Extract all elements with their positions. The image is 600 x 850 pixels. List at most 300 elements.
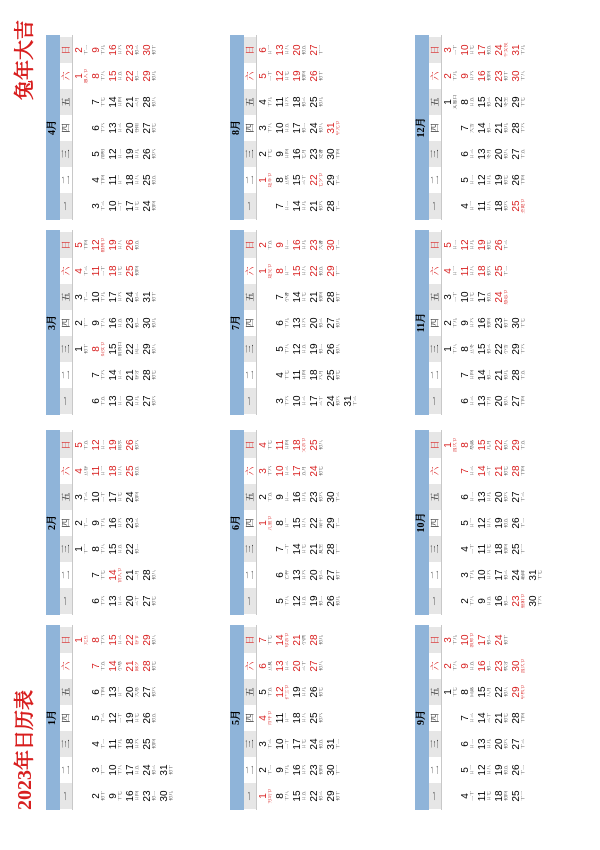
day-number: 20 [309,317,320,329]
day-number: 4 [443,268,454,274]
day-cell [326,731,343,757]
day-number: 2 [74,47,85,53]
day-cell [258,757,275,783]
day-number: 27 [309,660,320,672]
day-number: 22 [494,686,505,698]
lunar-label: 廿一 [470,765,475,776]
lunar-label: 三十 [487,713,492,724]
day-cell [125,258,142,284]
month-block [415,35,547,220]
weekday-label: 四 [245,123,255,133]
day-number: 28 [511,369,522,381]
day-cell [275,362,292,388]
day-number: 28 [142,96,153,108]
day-number: 25 [326,369,337,381]
day-number: 5 [460,767,471,773]
lunar-label: 十八 [453,661,458,672]
day-number: 15 [108,70,119,82]
day-number: 11 [108,174,119,186]
day-cell [91,484,108,510]
weekday-label: 一 [60,388,72,414]
day-cell [494,37,511,63]
day-cell [477,510,494,536]
lunar-label: 十五 [268,492,273,503]
day-cell [142,89,159,115]
day-number: 3 [91,203,102,209]
weekday-label: 六 [61,466,71,476]
weekday-label: 五 [60,484,72,510]
day-cell [494,783,511,809]
day-cell [91,731,108,757]
lunar-label: 二十 [285,544,290,555]
lunar-label: 廿五 [470,97,475,108]
day-number: 4 [91,741,102,747]
month-title: 1月 [46,625,60,810]
weekday-label: 四 [245,713,255,723]
day-cell [460,336,477,362]
day-cell [125,627,142,653]
day-number: 31 [343,395,354,407]
day-cell [477,193,494,219]
day-cell [292,653,309,679]
day-number: 25 [142,738,153,750]
day-cell [326,284,343,310]
day-cell [258,679,275,705]
day-cell [125,484,142,510]
day-number: 10 [460,44,471,56]
weekday-label: 六 [245,266,255,276]
day-number: 25 [511,200,522,212]
weekday-header [429,625,442,810]
lunar-label: 青年节 [268,710,273,726]
day-cell [125,757,142,783]
day-number: 31 [528,569,539,581]
day-number: 16 [108,44,119,56]
weekday-label: 二 [245,370,255,380]
day-cell [309,258,326,284]
day-number: 13 [292,569,303,581]
day-cell [74,536,91,562]
day-cell [91,63,108,89]
day-number: 7 [91,663,102,669]
day-cell [275,63,292,89]
day-cell [125,232,142,258]
day-number: 7 [275,294,286,300]
lunar-label: 十六 [521,123,526,134]
lunar-label: 春节 [135,635,140,646]
day-number: 3 [91,767,102,773]
lunar-label: 初七 [319,466,324,477]
day-number: 18 [125,174,136,186]
day-cell [477,89,494,115]
day-number: 25 [142,174,153,186]
day-number: 22 [494,96,505,108]
day-number: 28 [326,200,337,212]
month-title: 11月 [415,230,429,415]
day-number: 1 [74,546,85,552]
day-cell [309,362,326,388]
weekday-label: 四 [430,123,440,133]
lunar-label: 建军节 [268,172,273,188]
day-cell [258,232,275,258]
day-number: 21 [125,369,136,381]
day-number: 13 [292,317,303,329]
day-cell [275,627,292,653]
day-number: 31 [142,291,153,303]
lunar-label: 初八 [152,344,157,355]
day-number: 4 [258,99,269,105]
day-cell [511,362,528,388]
day-cell [292,627,309,653]
day-cell [125,458,142,484]
weekday-header [60,230,73,415]
month-title: 6月 [230,430,244,615]
day-number: 5 [258,689,269,695]
day-number: 15 [108,343,119,355]
weekday-label: 二 [245,765,255,775]
day-cell [309,89,326,115]
lunar-label: 十六 [268,466,273,477]
lunar-label: 十一 [336,765,341,776]
day-cell [292,115,309,141]
day-number: 4 [460,546,471,552]
lunar-label: 初五 [504,765,509,776]
day-number: 7 [460,715,471,721]
lunar-label: 廿三 [470,466,475,477]
lunar-label: 廿三 [470,713,475,724]
lunar-label: 十八 [101,71,106,82]
lunar-label: 端午 [319,518,324,529]
lunar-label: 初四 [504,791,509,802]
lunar-label: 十九 [101,518,106,529]
day-number: 26 [125,439,136,451]
lunar-label: 小满 [302,635,307,646]
day-cell [477,432,494,458]
lunar-label: 初六 [504,492,509,503]
day-number: 13 [108,595,119,607]
day-cell [108,310,125,336]
day-number: 25 [309,96,320,108]
day-cell [125,284,142,310]
day-number: 26 [511,174,522,186]
day-cell [275,258,292,284]
lunar-label: 初二 [487,123,492,134]
day-cell [511,588,528,614]
day-cell [108,627,125,653]
weekday-label: 六 [430,466,440,476]
day-number: 9 [91,320,102,326]
day-cell [292,484,309,510]
day-cell [108,484,125,510]
day-number: 15 [292,790,303,802]
day-number: 17 [125,200,136,212]
day-number: 11 [477,790,488,802]
day-number: 15 [477,96,488,108]
lunar-label: 廿一 [268,45,273,56]
lunar-label: 廿九 [487,739,492,750]
day-cell [460,484,477,510]
lunar-label: 七夕节 [319,172,324,188]
day-number: 23 [309,148,320,160]
day-number: 23 [125,517,136,529]
day-cell [275,167,292,193]
day-cell [125,336,142,362]
day-cell [108,336,125,362]
day-number: 17 [477,44,488,56]
day-cell [108,388,125,414]
day-cell [125,536,142,562]
lunar-label: 十九 [453,318,458,329]
day-number: 10 [108,200,119,212]
lunar-label: 初二 [135,71,140,82]
day-cell [477,627,494,653]
day-number: 4 [460,203,471,209]
lunar-label: 初五 [135,466,140,477]
lunar-label: 白露 [470,687,475,698]
day-cell [309,484,326,510]
weekday-label: 三 [429,731,441,757]
day-cell [142,63,159,89]
day-number: 26 [125,239,136,251]
day-cell [275,37,292,63]
lunar-label: 初八 [504,149,509,160]
day-cell [125,37,142,63]
day-cell [309,115,326,141]
day-cell [275,484,292,510]
lunar-label: 冬至 [504,97,509,108]
day-number: 25 [511,790,522,802]
lunar-label: 廿五 [302,344,307,355]
day-cell [511,653,528,679]
month-block [230,230,362,415]
lunar-label: 廿九 [487,175,492,186]
day-cell [511,679,528,705]
day-cell [258,705,275,731]
day-cell [511,37,528,63]
day-number: 13 [477,395,488,407]
weekday-label: 三 [60,336,72,362]
day-cell [292,284,309,310]
day-cell [309,562,326,588]
day-number: 20 [494,148,505,160]
day-cell [108,89,125,115]
lunar-label: 十七 [101,570,106,581]
lunar-label: 十七 [453,687,458,698]
day-cell [142,653,159,679]
weekday-label: 六 [61,71,71,81]
lunar-label: 立春 [84,466,89,477]
day-cell [275,757,292,783]
day-cell [142,193,159,219]
day-number: 18 [292,439,303,451]
day-cell [74,510,91,536]
day-number: 8 [460,99,471,105]
day-number: 27 [309,44,320,56]
lunar-label: 初四 [319,292,324,303]
day-cell [292,679,309,705]
weekday-label: 二 [430,765,440,775]
day-cell [477,167,494,193]
lunar-label: 初十 [336,292,341,303]
day-number: 11 [477,200,488,212]
day-number: 14 [477,369,488,381]
day-number: 3 [275,398,286,404]
weekday-label: 五 [244,284,256,310]
weekday-label: 一 [429,783,441,809]
lunar-label: 初二 [135,318,140,329]
weekday-header [244,430,257,615]
lunar-label: 初七 [504,713,509,724]
lunar-label: 十七 [521,318,526,329]
day-cell [443,284,460,310]
day-number: 4 [460,793,471,799]
lunar-label: 护士节 [285,684,290,700]
weekday-header [244,625,257,810]
day-cell [292,388,309,414]
weekday-label: 五 [60,89,72,115]
day-number: 17 [292,465,303,477]
day-number: 6 [258,663,269,669]
lunar-label: 十四 [521,396,526,407]
day-cell [443,679,460,705]
day-number: 1 [258,177,269,183]
lunar-label: 初九 [336,596,341,607]
lunar-label: 中元节 [336,120,341,136]
day-number: 5 [91,715,102,721]
day-number: 5 [74,242,85,248]
day-number: 9 [275,242,286,248]
lunar-label: 初七 [152,370,157,381]
lunar-label: 十一 [336,544,341,555]
day-number: 6 [460,398,471,404]
lunar-label: 劳动节 [268,788,273,804]
lunar-label: 十八 [470,596,475,607]
day-cell [258,484,275,510]
day-cell [159,757,176,783]
day-cell [494,232,511,258]
day-cell [494,115,511,141]
lunar-label: 初八 [319,661,324,672]
weekday-label: 四 [61,123,71,133]
month-block [415,625,547,810]
lunar-label: 初六 [487,266,492,277]
day-cell [460,115,477,141]
lunar-label: 初二 [487,661,492,672]
day-cell [292,588,309,614]
day-number: 12 [91,439,102,451]
day-cell [326,141,343,167]
weekday-label: 六 [430,266,440,276]
lunar-label: 十九 [470,570,475,581]
day-cell [528,562,545,588]
day-number: 29 [326,517,337,529]
day-cell [511,757,528,783]
day-number: 2 [443,320,454,326]
lunar-label: 艾滋日 [453,94,458,110]
lunar-label: 廿四 [118,97,123,108]
lunar-label: 初七 [487,240,492,251]
lunar-label: 廿七 [302,292,307,303]
lunar-label: 寒露 [470,440,475,451]
lunar-label: 廿四 [285,149,290,160]
weekday-label: 三 [60,731,72,757]
day-number: 14 [108,569,119,581]
day-number: 2 [258,151,269,157]
day-number: 26 [142,148,153,160]
lunar-label: 十六 [285,396,290,407]
lunar-label: 廿七 [118,492,123,503]
day-cell [74,484,91,510]
day-number: 27 [511,738,522,750]
day-cell [91,362,108,388]
lunar-label: 三十 [487,466,492,477]
day-cell [443,336,460,362]
lunar-label: 十二 [268,765,273,776]
day-cell [292,63,309,89]
day-number: 31 [159,764,170,776]
day-number: 19 [494,517,505,529]
day-cell [326,115,343,141]
day-cell [460,510,477,536]
day-number: 7 [460,468,471,474]
day-cell [258,167,275,193]
day-cell [142,37,159,63]
day-cell [91,388,108,414]
day-number: 7 [275,203,286,209]
day-number: 3 [460,572,471,578]
day-number: 18 [292,96,303,108]
day-cell [511,115,528,141]
lunar-label: 十六 [101,635,106,646]
day-cell [125,731,142,757]
lunar-label: 初四 [135,492,140,503]
day-cell [326,310,343,336]
day-cell [108,258,125,284]
day-number: 1 [443,99,454,105]
lunar-label: 二十 [268,71,273,82]
lunar-label: 廿三 [470,396,475,407]
lunar-label: 三十 [135,596,140,607]
day-number: 13 [477,491,488,503]
day-cell [309,193,326,219]
weekday-label: 六 [245,661,255,671]
day-number: 6 [460,494,471,500]
day-cell [511,484,528,510]
day-cell [275,193,292,219]
lunar-label: 初五 [152,175,157,186]
day-cell [326,167,343,193]
lunar-label: 十二 [521,765,526,776]
day-number: 21 [125,96,136,108]
day-number: 13 [275,660,286,672]
lunar-label: 冬月 [487,149,492,160]
day-cell [477,484,494,510]
day-number: 14 [275,634,286,646]
day-cell [326,484,343,510]
lunar-label: 大暑 [319,240,324,251]
lunar-label: 元旦 [84,635,89,646]
lunar-label: 十七 [268,440,273,451]
day-number: 28 [326,291,337,303]
day-cell [326,388,343,414]
day-number: 8 [91,546,102,552]
day-number: 23 [309,764,320,776]
day-cell [309,167,326,193]
day-number: 24 [125,291,136,303]
lunar-label: 初三 [135,292,140,303]
lunar-label: 二十 [285,739,290,750]
day-number: 19 [477,239,488,251]
